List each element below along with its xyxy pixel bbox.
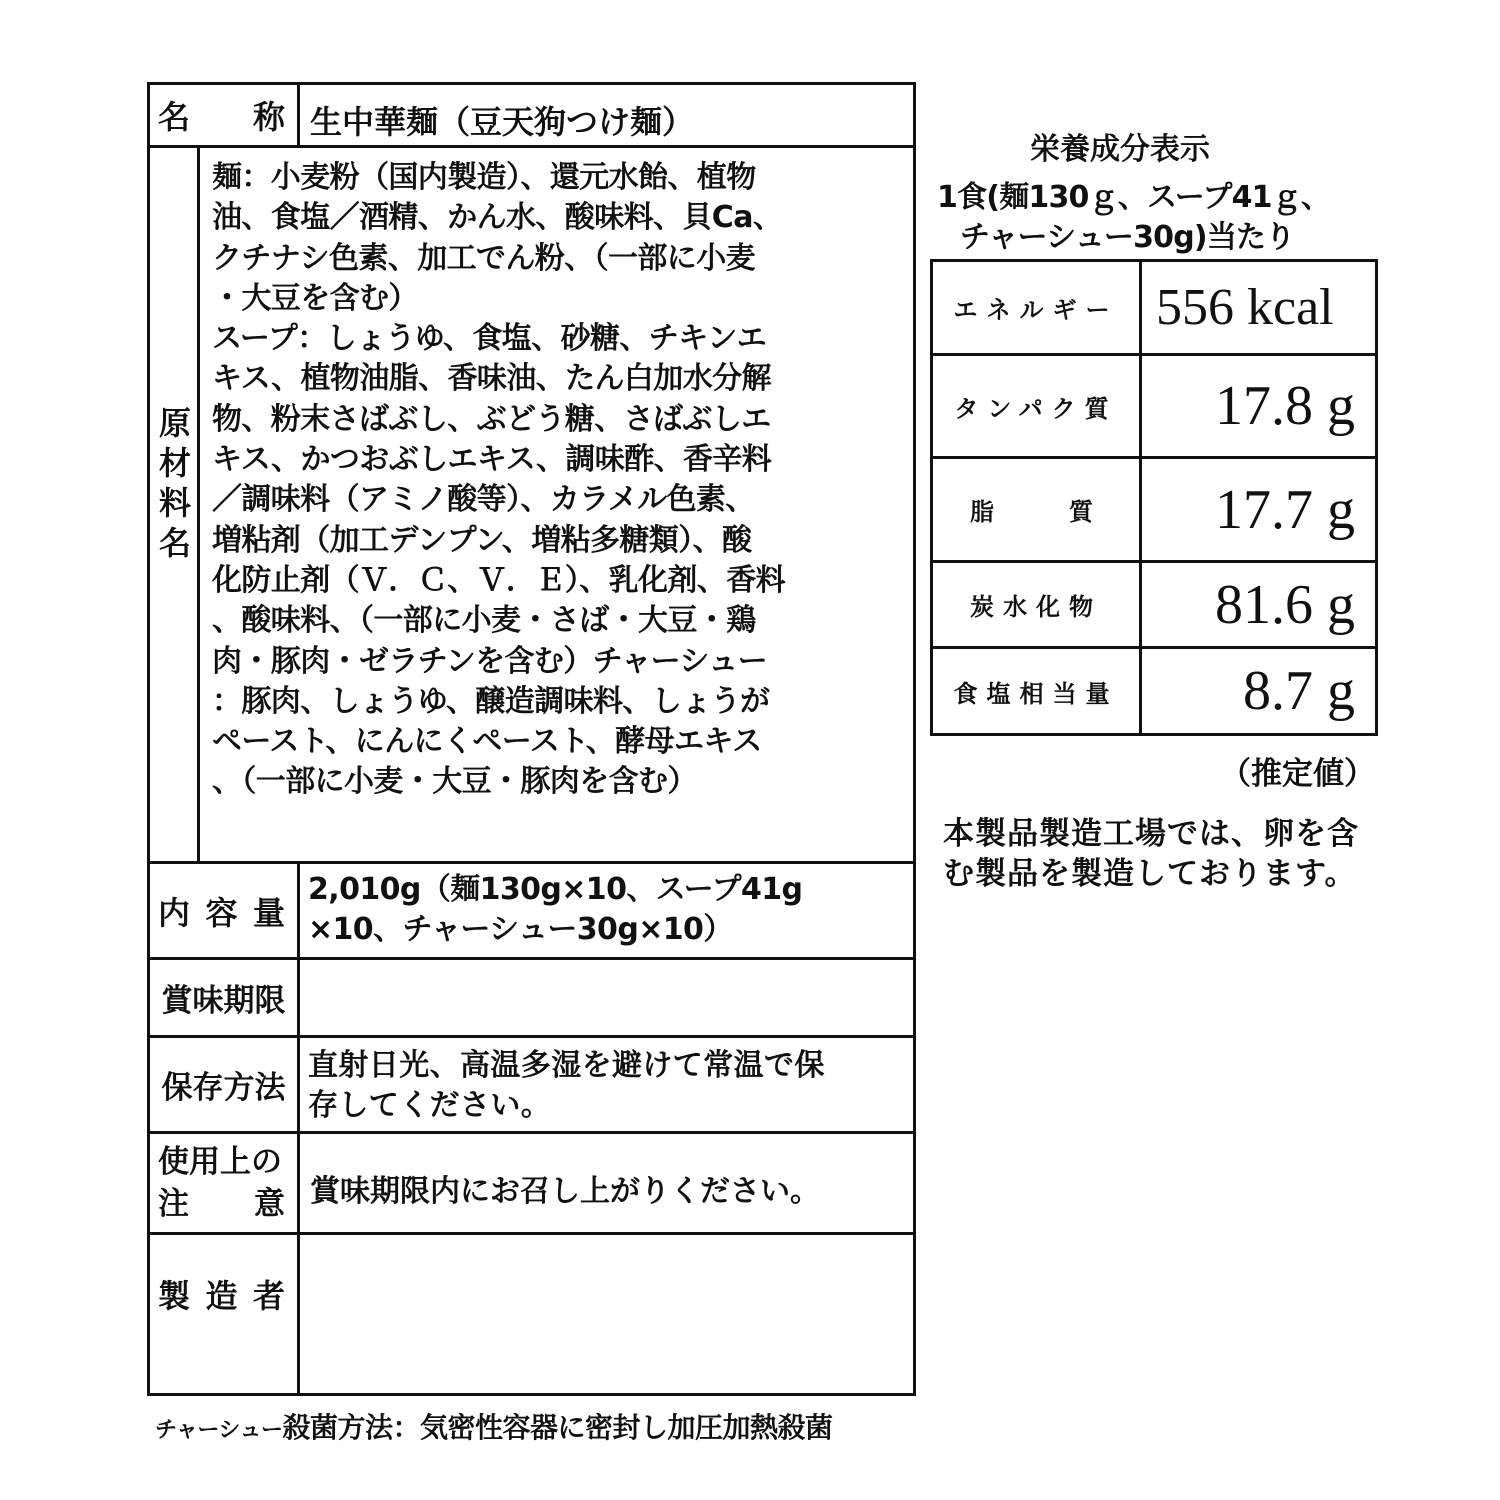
ingredients-line: ペースト、にんにくペースト、酵母エキス	[212, 724, 762, 760]
sterilization-note	[155, 1406, 832, 1446]
nutrition-label: タンパク質	[933, 356, 1142, 456]
estimate-note: （推定値）	[1220, 756, 1375, 792]
row-contents	[150, 864, 913, 960]
best-before-header-text: 賞味期限	[161, 983, 286, 1019]
nutrition-value: 8.7 g	[1243, 660, 1355, 722]
ingredients-line: キス、植物油脂、香味油、たん白加水分解	[212, 361, 771, 397]
nutrition-title: 栄養成分表示	[1030, 132, 1210, 167]
ingredients-line: スープ：しょうゆ、食塩、砂糖、チキンエ	[212, 321, 767, 357]
nutrition-label: 脂 質	[933, 459, 1142, 560]
product-name-value	[300, 85, 913, 145]
nutrition-value: 81.6 g	[1215, 573, 1355, 636]
nutrition-table	[930, 259, 1378, 736]
row-manufacturer	[150, 1235, 913, 1393]
ingredients-line: 肉・豚肉・ゼラチンを含む）チャーシュー	[212, 643, 767, 679]
ingredients-line: ／調味料（アミノ酸等）、カラメル色素、	[212, 482, 755, 518]
nutrition-value: 17.8 g	[1215, 375, 1355, 437]
nutrition-basis-line: 1食(麺130ｇ、スープ41ｇ、	[937, 180, 1331, 215]
allergen-note: 本製品製造工場では、卵を含む製品を製造しております。	[943, 816, 1359, 892]
row-best-before	[150, 960, 913, 1038]
ingredients-line: ・大豆を含む）	[212, 280, 418, 316]
ingredients-value	[200, 148, 913, 861]
ingredients-line: ：豚肉、しょうゆ、醸造調味料、しょうが	[212, 683, 770, 719]
row-caution	[150, 1134, 913, 1235]
storage-header	[150, 1038, 300, 1131]
storage-line: 存してください。	[308, 1088, 552, 1123]
storage-value	[300, 1038, 913, 1131]
ingredients-line: クチナシ色素、加工でん粉、（一部に小麦	[212, 240, 755, 276]
caution-header-char: 注	[158, 1186, 189, 1222]
nutrition-value: 17.7 g	[1215, 478, 1355, 541]
caution-text: 賞味期限内にお召し上がりください。	[310, 1174, 820, 1209]
product-name-header-char: 称	[252, 98, 285, 136]
nutrition-label: 炭水化物	[933, 563, 1142, 646]
nutrition-basis-line: チャーシュー30g)当たり	[960, 220, 1295, 255]
caution-value	[300, 1134, 913, 1232]
nutrition-row-protein	[933, 356, 1375, 459]
ingredients-header-text: 原 材 料 名	[158, 404, 191, 562]
nutrition-row-fat	[933, 459, 1375, 563]
contents-line: ×10、チャーシュー30g×10）	[308, 912, 733, 947]
manufacturer-header-char: 造	[205, 1277, 238, 1315]
best-before-header	[150, 960, 300, 1035]
contents-header-char: 内	[158, 893, 191, 932]
ingredients-header-box	[150, 148, 200, 861]
food-label-table	[147, 82, 916, 1396]
nutrition-label: 食塩相当量	[933, 649, 1142, 733]
product-name-header-char: 名	[158, 98, 191, 136]
row-ingredients	[150, 148, 913, 864]
product-name-text: 生中華麺（豆天狗つけ麺）	[310, 103, 695, 141]
ingredients-line: 油、食塩／酒精、かん水、酸味料、貝Ca、	[212, 200, 783, 236]
contents-line: 2,010g（麺130g×10、スープ41g	[308, 872, 803, 907]
manufacturer-header	[150, 1235, 300, 1393]
ingredients-line: キス、かつおぶしエキス、調味酢、香辛料	[212, 442, 772, 478]
contents-header	[150, 864, 300, 957]
ingredients-line: 増粘剤（加工デンプン、増粘多糖類）、酸	[212, 522, 752, 558]
storage-header-text: 保存方法	[161, 1070, 286, 1106]
nutrition-label: エネルギー	[933, 262, 1142, 353]
nutrition-row-salt	[933, 649, 1375, 733]
sterilization-note-text: 殺菌方法：気密性容器に密封し加圧加熱殺菌	[282, 1411, 833, 1444]
nutrition-value: 556 kcal	[1156, 279, 1334, 336]
contents-header-char: 量	[252, 893, 285, 932]
best-before-value	[300, 960, 913, 1035]
ingredients-line: 化防止剤（Ｖ．Ｃ、Ｖ．Ｅ）、乳化剤、香料	[212, 562, 785, 598]
caution-header-char: 意	[254, 1186, 285, 1222]
contents-header-char: 容	[205, 893, 238, 932]
ingredients-line: 物、粉末さばぶし、ぶどう糖、さばぶしエ	[212, 401, 771, 437]
row-product-name	[150, 85, 913, 148]
product-name-header	[150, 85, 300, 145]
nutrition-row-energy	[933, 262, 1375, 356]
contents-value	[300, 864, 913, 957]
row-storage	[150, 1038, 913, 1134]
manufacturer-header-char: 製	[158, 1277, 191, 1315]
storage-line: 直射日光、高温多湿を避けて常温で保	[308, 1048, 825, 1083]
ingredients-text	[212, 158, 785, 803]
nutrition-row-carbs	[933, 563, 1375, 649]
manufacturer-header-char: 者	[252, 1277, 285, 1315]
caution-header	[150, 1134, 300, 1232]
ingredients-line: 、酸味料、（一部に小麦・さば・大豆・鶏	[212, 603, 756, 639]
sterilization-note-prefix: チャーシュー	[155, 1418, 283, 1443]
ingredients-line: 麺：小麦粉（国内製造）、還元水飴、植物	[212, 160, 756, 195]
caution-header-line: 使用上の	[158, 1144, 282, 1180]
ingredients-line: 、（一部に小麦・大豆・豚肉を含む）	[212, 764, 697, 800]
manufacturer-value	[300, 1235, 913, 1393]
